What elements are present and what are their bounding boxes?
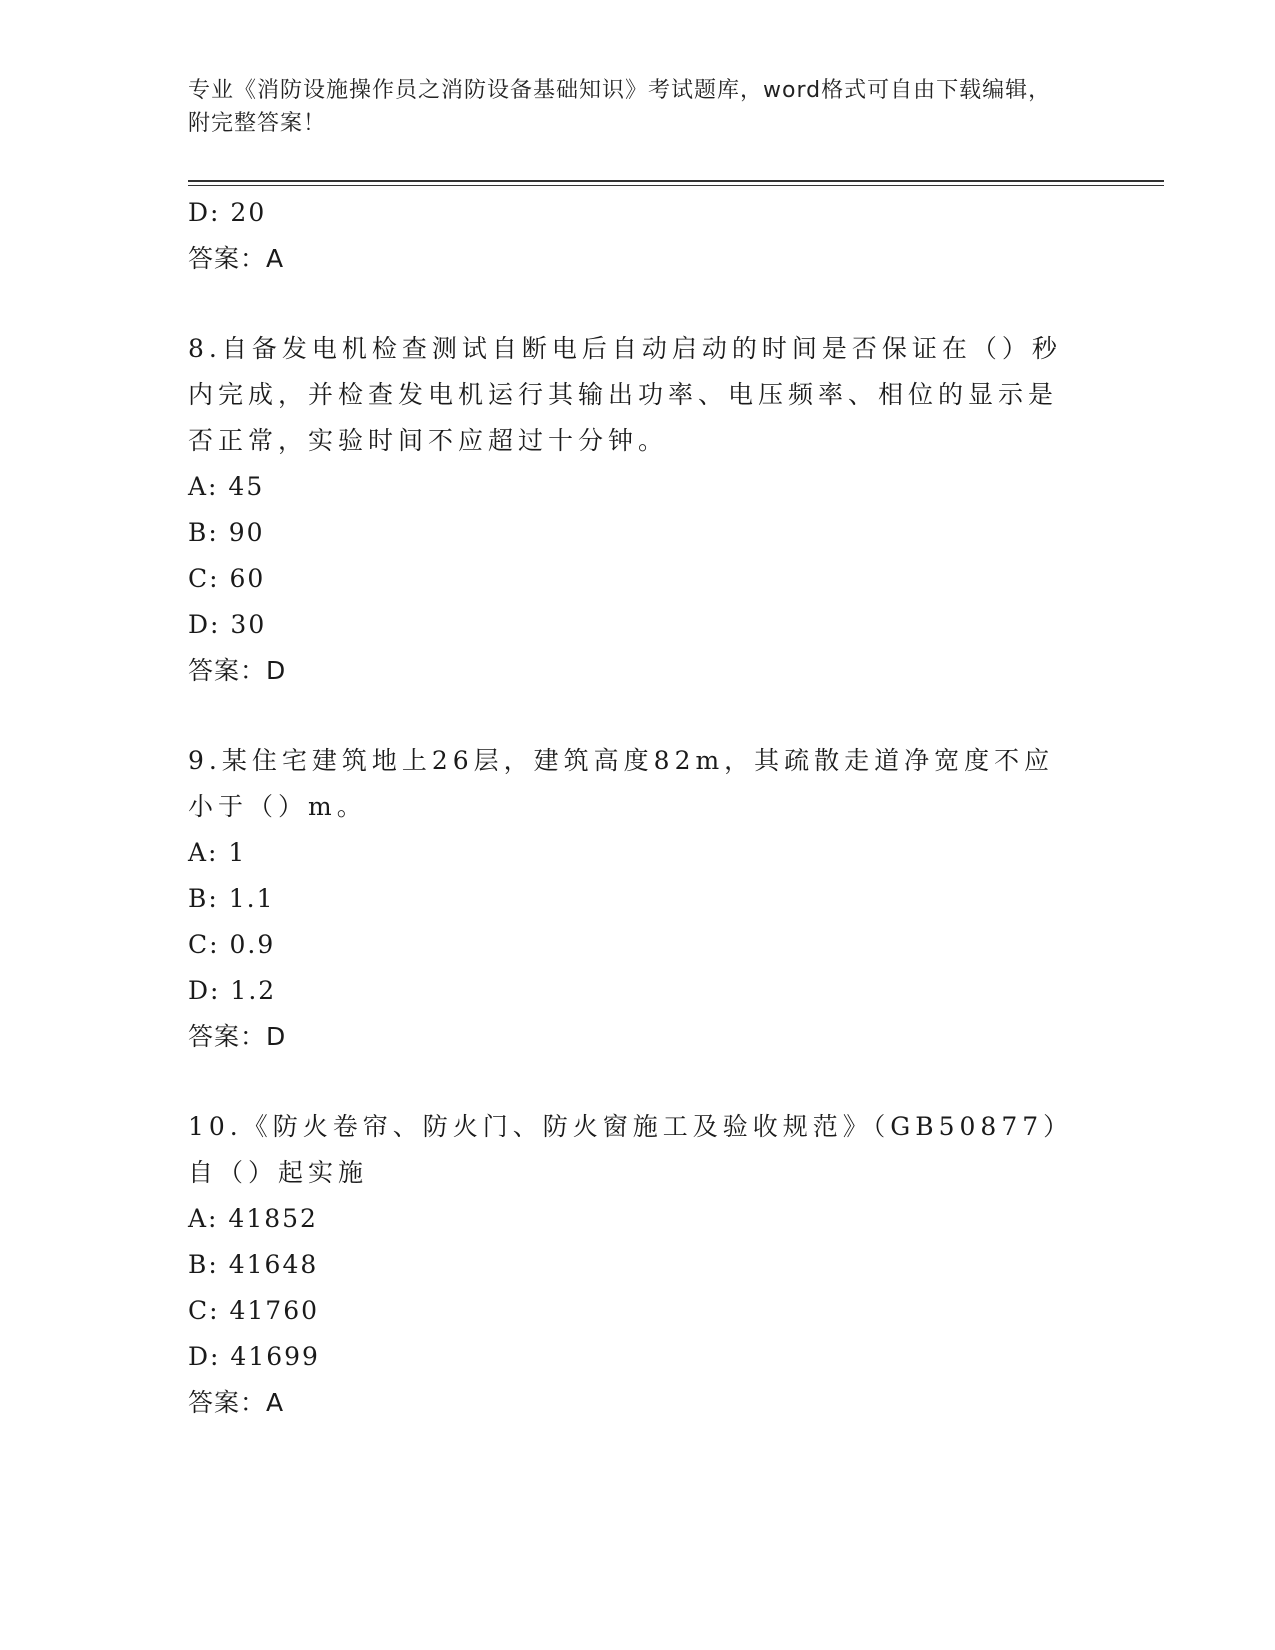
question-stem: 10.《防火卷帘、防火门、防火窗施工及验收规范》（GB50877）自（）起实施	[188, 1112, 1061, 1187]
header-divider-thick	[188, 180, 1164, 182]
option-d: D: 41699	[188, 1342, 320, 1371]
spacer	[188, 282, 1068, 326]
spacer	[188, 1060, 1068, 1104]
document-header: 专业《消防设施操作员之消防设备基础知识》考试题库，word格式可自由下载编辑，附完整答案！	[188, 78, 1052, 136]
option-b: B: 1.1	[188, 884, 275, 913]
spacer	[188, 694, 1068, 738]
header-divider-thin	[188, 185, 1164, 186]
answer: 答案：D	[188, 656, 287, 685]
answer: 答案：A	[188, 244, 285, 273]
answer: 答案：A	[188, 1388, 285, 1417]
question-stem: 9.某住宅建筑地上26层，建筑高度82m，其疏散走道净宽度不应小于（）m。	[188, 746, 1055, 821]
answer: 答案：D	[188, 1022, 287, 1051]
question-9	[188, 738, 1068, 1060]
question-content	[188, 190, 1068, 1426]
option-c: C: 60	[188, 564, 266, 593]
question-stem: 8.自备发电机检查测试自断电后自动启动的时间是否保证在（）秒内完成，并检查发电机运行其输出功率、电压频率、相位的显示是否正常，实验时间不应超过十分钟。	[188, 334, 1062, 455]
question-8	[188, 326, 1068, 694]
question-10	[188, 1104, 1068, 1426]
option-a: A: 1	[188, 838, 247, 867]
option-c: C: 0.9	[188, 930, 276, 959]
option-a: A: 45	[188, 472, 265, 501]
option-b: B: 90	[188, 518, 265, 547]
option-a: A: 41852	[188, 1204, 318, 1233]
option-d: D: 20	[188, 198, 267, 227]
option-c: C: 41760	[188, 1296, 320, 1325]
option-d: D: 30	[188, 610, 267, 639]
option-d: D: 1.2	[188, 976, 277, 1005]
option-b: B: 41648	[188, 1250, 319, 1279]
